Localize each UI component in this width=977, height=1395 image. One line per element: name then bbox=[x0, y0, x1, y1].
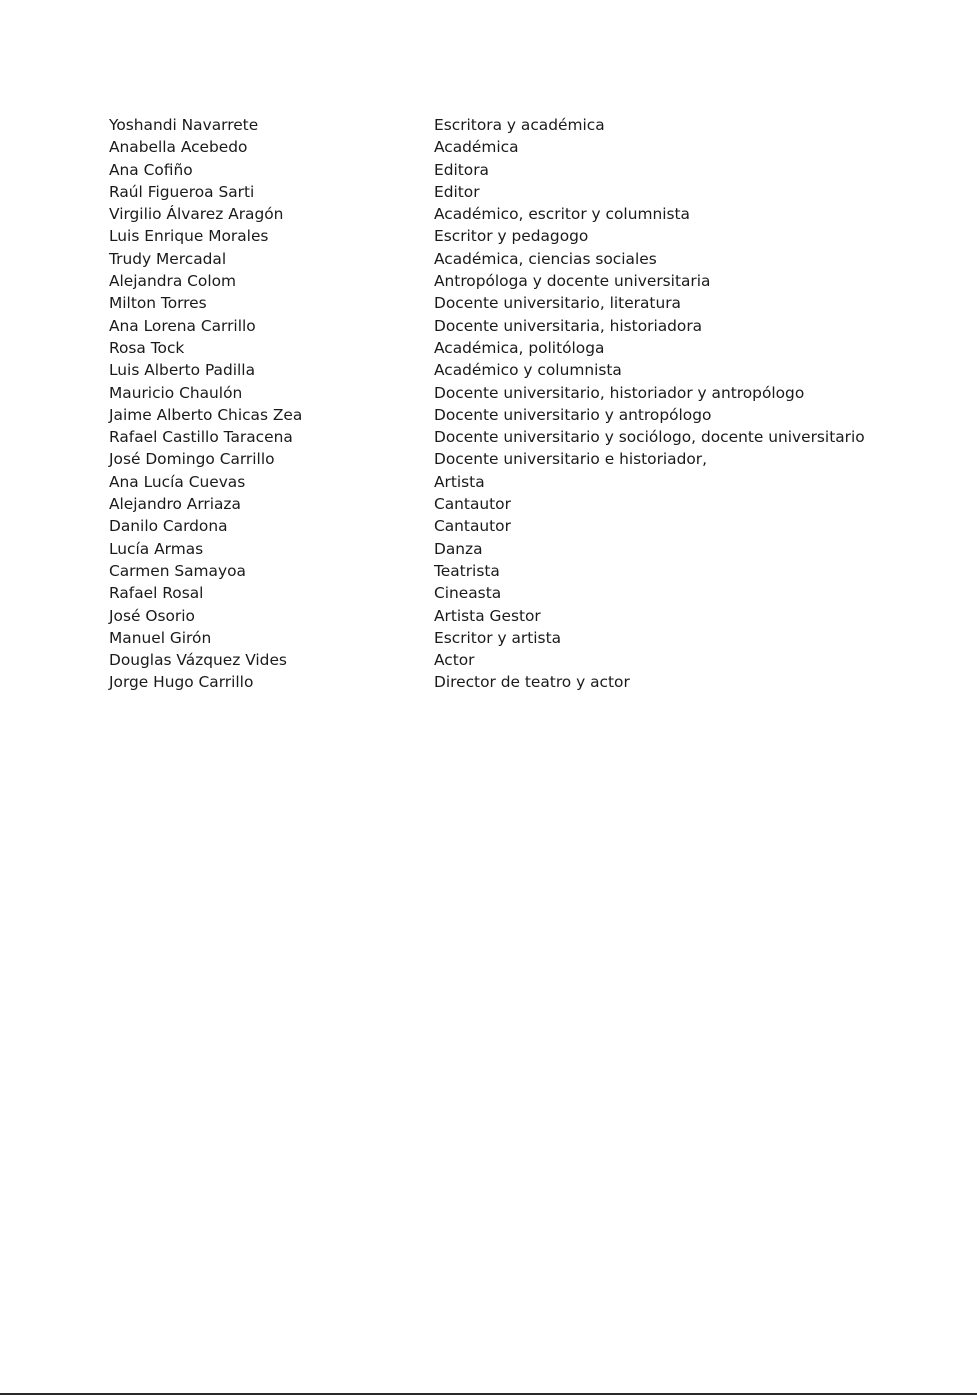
signatory-role: Artista Gestor bbox=[434, 606, 541, 625]
signatory-name: Ana Cofiño bbox=[109, 160, 193, 179]
signatory-name: Rosa Tock bbox=[109, 338, 185, 357]
signatory-row bbox=[109, 582, 909, 604]
signatory-role: Cantautor bbox=[434, 495, 511, 514]
signatory-role: Teatrista bbox=[434, 561, 500, 580]
signatory-row bbox=[109, 671, 909, 693]
signatory-row bbox=[109, 493, 909, 515]
signatory-row bbox=[109, 448, 909, 470]
signatory-row bbox=[109, 203, 909, 225]
signatory-row bbox=[109, 159, 909, 181]
signatory-name: Lucía Armas bbox=[109, 539, 204, 558]
signatory-name: José Osorio bbox=[109, 606, 195, 625]
signatory-row bbox=[109, 225, 909, 247]
signatory-row bbox=[109, 649, 909, 671]
signatory-name: Carmen Samayoa bbox=[109, 561, 246, 580]
signatory-row bbox=[109, 471, 909, 493]
signatory-row bbox=[109, 248, 909, 270]
signatory-name: Trudy Mercadal bbox=[109, 249, 227, 268]
signatory-role: Escritor y pedagogo bbox=[434, 227, 589, 246]
signatory-row bbox=[109, 605, 909, 627]
signatory-row bbox=[109, 627, 909, 649]
signatory-role: Docente universitario, literatura bbox=[434, 294, 681, 313]
signatory-name: Mauricio Chaulón bbox=[109, 383, 243, 402]
signatory-name: Jaime Alberto Chicas Zea bbox=[109, 405, 303, 424]
signatory-row bbox=[109, 382, 909, 404]
signatory-role: Académica, ciencias sociales bbox=[434, 249, 657, 268]
signatory-name: Rafael Rosal bbox=[109, 584, 204, 603]
signatory-row bbox=[109, 292, 909, 314]
signatory-row bbox=[109, 426, 909, 448]
signatory-role: Editora bbox=[434, 160, 489, 179]
signatory-role: Académico y columnista bbox=[434, 361, 622, 380]
signatory-row bbox=[109, 114, 909, 136]
signatory-name: Rafael Castillo Taracena bbox=[109, 428, 293, 447]
signatory-role: Director de teatro y actor bbox=[434, 673, 630, 692]
signatory-role: Docente universitario y antropólogo bbox=[434, 405, 712, 424]
signatory-name: Jorge Hugo Carrillo bbox=[109, 673, 254, 692]
signatory-role: Artista bbox=[434, 472, 485, 491]
signatory-row bbox=[109, 181, 909, 203]
signatory-role: Antropóloga y docente universitaria bbox=[434, 272, 711, 291]
signatory-role: Académico, escritor y columnista bbox=[434, 205, 690, 224]
signatory-role: Cantautor bbox=[434, 517, 511, 536]
signatory-name: Manuel Girón bbox=[109, 628, 212, 647]
signatory-name: Danilo Cardona bbox=[109, 517, 228, 536]
signatory-role: Cineasta bbox=[434, 584, 502, 603]
signatory-role: Escritora y académica bbox=[434, 116, 605, 134]
signatory-row bbox=[109, 359, 909, 381]
signatory-role: Editor bbox=[434, 182, 480, 201]
signatory-role: Académica bbox=[434, 138, 519, 157]
signatory-role: Docente universitaria, historiadora bbox=[434, 316, 703, 335]
signatory-role: Actor bbox=[434, 651, 475, 670]
signatory-name: Douglas Vázquez Vides bbox=[109, 651, 287, 670]
signatory-name: Ana Lorena Carrillo bbox=[109, 316, 256, 335]
signatory-row bbox=[109, 404, 909, 426]
signatory-name: Luis Alberto Padilla bbox=[109, 361, 256, 380]
signatory-row bbox=[109, 560, 909, 582]
signatory-row bbox=[109, 270, 909, 292]
signatory-name: Anabella Acebedo bbox=[109, 138, 248, 157]
signatory-name: Ana Lucía Cuevas bbox=[109, 472, 246, 491]
signatory-name: Luis Enrique Morales bbox=[109, 227, 269, 246]
signatory-name: José Domingo Carrillo bbox=[109, 450, 275, 469]
signatory-row bbox=[109, 315, 909, 337]
signatory-role: Escritor y artista bbox=[434, 628, 562, 647]
signatory-name: Alejandro Arriaza bbox=[109, 495, 241, 514]
signatory-row bbox=[109, 136, 909, 158]
signatory-name: Alejandra Colom bbox=[109, 272, 237, 291]
signatory-name: Raúl Figueroa Sarti bbox=[109, 182, 255, 201]
signatory-role: Docente universitario e historiador, bbox=[434, 450, 708, 469]
signatory-role: Académica, politóloga bbox=[434, 338, 605, 357]
signatory-list bbox=[109, 114, 909, 694]
signatory-role: Docente universitario, historiador y antropólogo bbox=[434, 383, 805, 402]
signatory-row bbox=[109, 538, 909, 560]
signatory-role: Danza bbox=[434, 539, 483, 558]
signatory-name: Virgilio Álvarez Aragón bbox=[109, 205, 284, 224]
signatory-name: Yoshandi Navarrete bbox=[109, 116, 259, 134]
signatory-role: Docente universitario y sociólogo, docente universitario bbox=[434, 428, 865, 447]
signatory-name: Milton Torres bbox=[109, 294, 207, 313]
signatory-row bbox=[109, 515, 909, 537]
signatory-row bbox=[109, 337, 909, 359]
